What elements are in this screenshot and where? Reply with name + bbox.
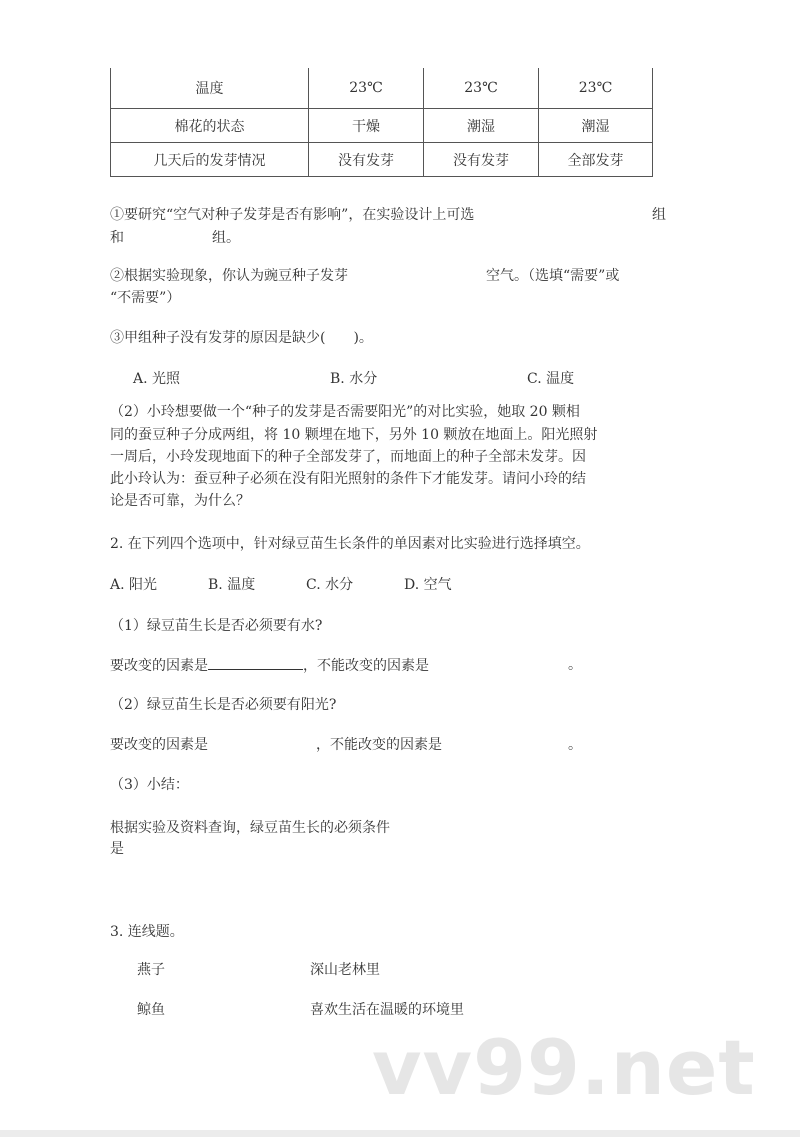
change-label: 要改变的因素是 <box>110 658 208 674</box>
table-cell: 23℃ <box>424 68 539 109</box>
table-cell: 潮湿 <box>539 109 653 143</box>
answer-blank[interactable] <box>208 655 303 670</box>
question-1-2-cont: 空气。（选填“需要”或 <box>486 268 620 284</box>
q2-option-b: B. 温度 <box>208 577 256 593</box>
q2-option-c: C. 水分 <box>306 577 354 593</box>
table-cell: 几天后的发芽情况 <box>111 143 309 177</box>
table-cell: 干燥 <box>309 109 424 143</box>
table-row <box>111 109 653 143</box>
option-a: A. 光照 <box>133 371 181 387</box>
table-cell: 没有发芽 <box>424 143 539 177</box>
question-2-2: （2）绿豆苗生长是否必须要有阳光? <box>110 697 337 713</box>
paragraph-line: 此小玲认为：蚕豆种子必须在没有阳光照射的条件下才能发芽。请问小玲的结 <box>110 471 586 487</box>
question-1-3: ③甲组种子没有发芽的原因是缺少( )。 <box>110 330 373 346</box>
option-c: C. 温度 <box>527 371 575 387</box>
paragraph-line: 一周后，小玲发现地面下的种子全部发芽了，而地面上的种子全部未发芽。因 <box>110 449 586 465</box>
q2-option-a: A. 阳光 <box>110 577 158 593</box>
paragraph-line: 论是否可靠，为什么？ <box>110 493 250 509</box>
nochange-label: ，不能改变的因素是 <box>316 737 442 753</box>
question-2-title: 2. 在下列四个选项中，针对绿豆苗生长条件的单因素对比实验进行选择填空。 <box>110 536 590 552</box>
match-right-item: 喜欢生活在温暖的环境里 <box>310 1002 464 1018</box>
table-row <box>111 143 653 177</box>
table-cell: 温度 <box>111 68 309 109</box>
table-cell: 23℃ <box>309 68 424 109</box>
table-cell: 没有发芽 <box>309 143 424 177</box>
page-bottom-edge <box>0 1130 800 1137</box>
question-1-1-group2: 组。 <box>212 230 240 246</box>
paragraph-line: 同的蚕豆种子分成两组，将 10 颗埋在地下，另外 10 颗放在地面上。阳光照射 <box>110 427 598 443</box>
question-1-1-and: 和 <box>110 230 124 246</box>
match-left-item: 燕子 <box>137 962 165 978</box>
summary-line: 根据实验及资料查询，绿豆苗生长的必须条件 <box>110 820 390 836</box>
question-3-title: 3. 连线题。 <box>110 924 184 940</box>
experiment-table <box>110 68 653 177</box>
change-factor-label <box>110 655 429 676</box>
question-2-3: （3）小结： <box>110 777 189 793</box>
paragraph-line: （2）小玲想要做一个“种子的发芽是否需要阳光”的对比实验，她取 20 颗相 <box>110 404 580 420</box>
nochange-label: ，不能改变的因素是 <box>303 658 429 674</box>
question-1-2-line2: “不需要”） <box>110 290 181 306</box>
period: 。 <box>568 737 582 753</box>
question-2-1: （1）绿豆苗生长是否必须要有水? <box>110 618 323 634</box>
option-b: B. 水分 <box>330 371 378 387</box>
table-row <box>111 68 653 109</box>
question-1-1-group: 组 <box>652 207 666 223</box>
question-1-1: ①要研究“空气对种子发芽是否有影响”，在实验设计上可选 <box>110 207 475 223</box>
summary-line: 是 <box>110 841 124 857</box>
q2-option-d: D. 空气 <box>404 577 452 593</box>
watermark: vv99.net <box>372 1023 756 1112</box>
match-left-item: 鲸鱼 <box>137 1002 165 1018</box>
table-cell: 潮湿 <box>424 109 539 143</box>
table-cell: 棉花的状态 <box>111 109 309 143</box>
table-cell: 全部发芽 <box>539 143 653 177</box>
question-1-2: ②根据实验现象，你认为豌豆种子发芽 <box>110 268 348 284</box>
period: 。 <box>568 657 582 673</box>
match-right-item: 深山老林里 <box>310 962 380 978</box>
change-factor-label: 要改变的因素是 <box>110 737 208 753</box>
table-cell: 23℃ <box>539 68 653 109</box>
